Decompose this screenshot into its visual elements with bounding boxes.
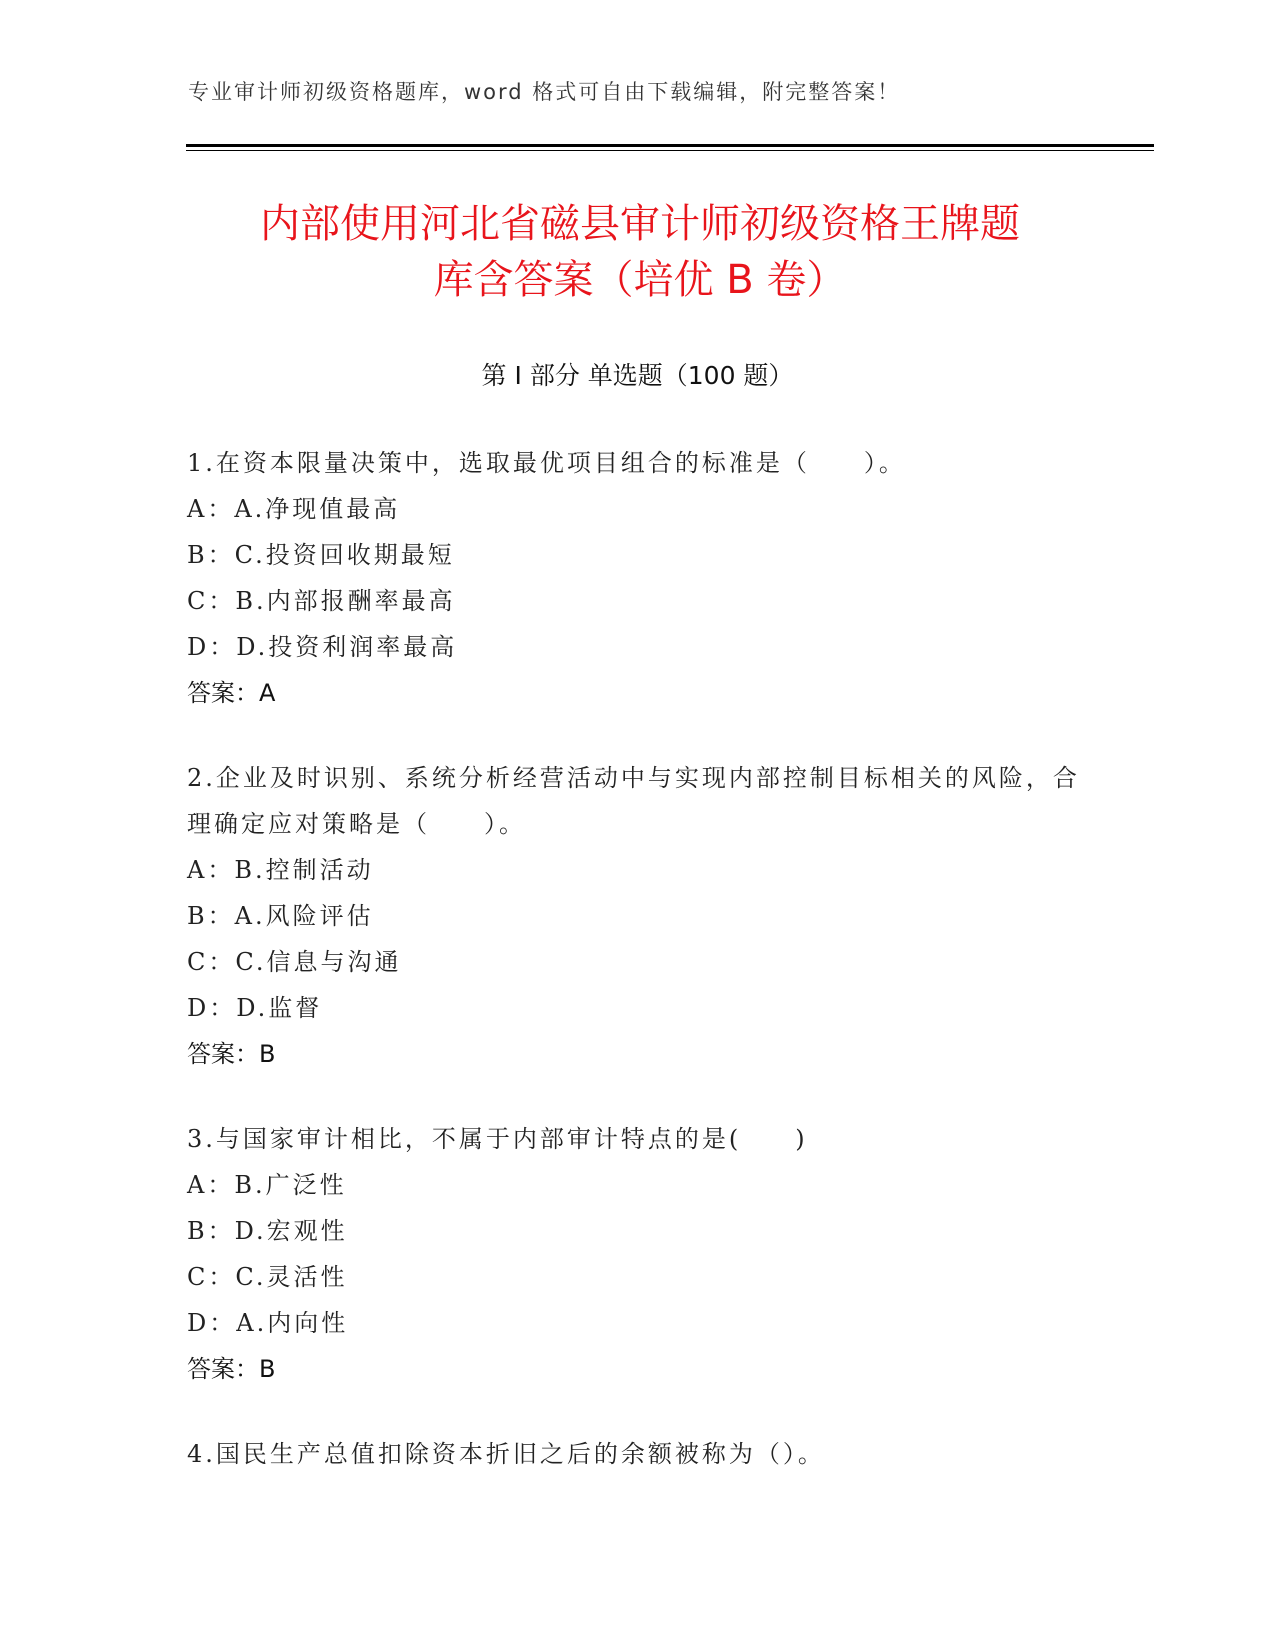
question-3: [187, 1116, 1087, 1392]
option-b: B：C.投资回收期最短: [187, 541, 455, 569]
answer-line: 答案：A: [187, 679, 276, 707]
header-note: 专业审计师初级资格题库，word 格式可自由下载编辑，附完整答案！: [188, 80, 901, 104]
option-d: D：D.监督: [187, 994, 323, 1022]
document-title: [120, 196, 1160, 308]
document-title-line-2: 库含答案（培优 B 卷）: [433, 257, 847, 303]
option-a: A：B.控制活动: [187, 856, 374, 884]
option-c: C：B.内部报酬率最高: [187, 587, 456, 615]
option-c: C：C.灵活性: [187, 1263, 348, 1291]
option-d: D：D.投资利润率最高: [187, 633, 458, 661]
question-4: [187, 1431, 1087, 1477]
header-rule-thin: [186, 150, 1154, 151]
question-stem: 2.企业及时识别、系统分析经营活动中与实现内部控制目标相关的风险，合理确定应对策略是（ ）。: [187, 764, 1080, 838]
section-title: 第 I 部分 单选题（100 题）: [481, 361, 794, 390]
question-stem: 3.与国家审计相比，不属于内部审计特点的是( ): [187, 1125, 808, 1153]
option-a: A：B.广泛性: [187, 1171, 347, 1199]
question-1: [187, 440, 1087, 716]
header-rule-thick: [186, 144, 1154, 147]
question-list: [187, 440, 1087, 1516]
option-b: B：D.宏观性: [187, 1217, 348, 1245]
option-d: D：A.内向性: [187, 1309, 349, 1337]
question-stem: 4.国民生产总值扣除资本折旧之后的余额被称为（）。: [187, 1440, 825, 1468]
option-c: C：C.信息与沟通: [187, 948, 402, 976]
option-a: A：A.净现值最高: [187, 495, 401, 523]
question-2: [187, 755, 1087, 1077]
question-stem: 1.在资本限量决策中，选取最优项目组合的标准是（ ）。: [187, 449, 906, 477]
answer-line: 答案：B: [187, 1040, 276, 1068]
option-b: B：A.风险评估: [187, 902, 374, 930]
document-title-line-1: 内部使用河北省磁县审计师初级资格王牌题: [260, 201, 1020, 247]
answer-line: 答案：B: [187, 1355, 276, 1383]
